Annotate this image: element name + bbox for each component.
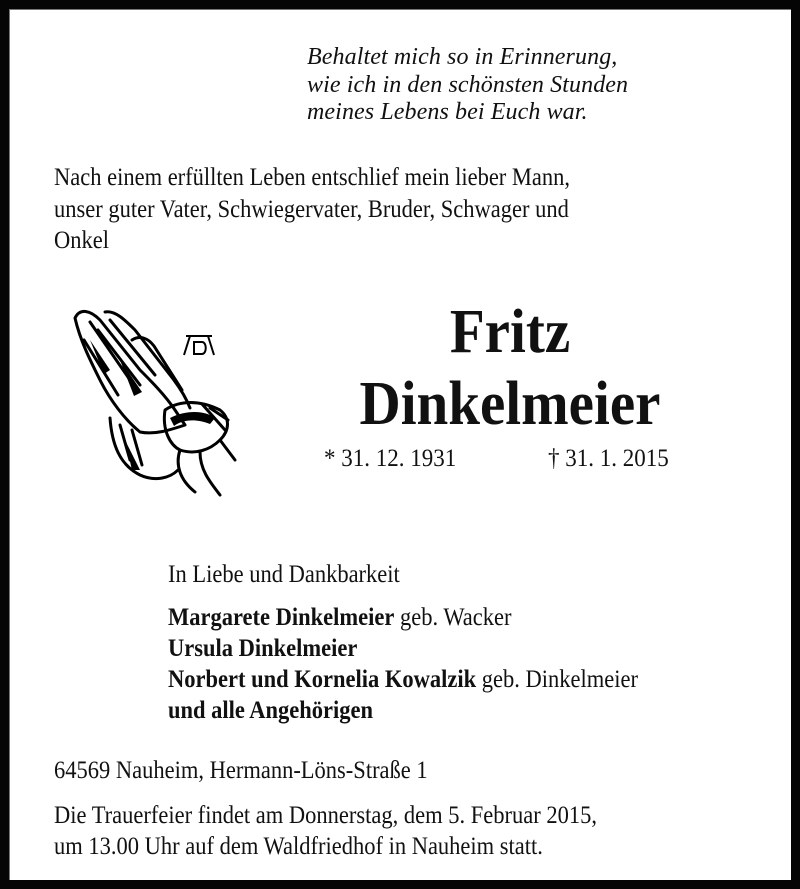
mourner-entry xyxy=(168,695,800,726)
mourner-name: Margarete Dinkelmeier xyxy=(168,604,395,631)
mourner-name: Ursula Dinkelmeier xyxy=(168,635,358,662)
intro-text xyxy=(54,162,774,257)
mourner-name: und alle Angehörigen xyxy=(168,697,374,724)
motto-quote xyxy=(307,44,628,127)
birth-date: * 31. 12. 1931 xyxy=(324,445,457,472)
family-address: 64569 Nauheim, Hermann-Löns-Straße 1 xyxy=(54,757,428,784)
death-date: † 31. 1. 2015 xyxy=(548,445,669,472)
service-line: um 13.00 Uhr auf dem Waldfriedhof in Nauheim statt. xyxy=(54,832,543,860)
praying-hands-icon xyxy=(70,300,250,510)
deceased-last-name: Dinkelmeier xyxy=(359,370,661,438)
intro-line: Onkel xyxy=(54,227,109,254)
motto-line: meines Lebens bei Euch war. xyxy=(307,99,588,125)
mourners-list xyxy=(168,559,800,726)
intro-line: unser guter Vater, Schwiegervater, Bruder, Schwager und xyxy=(54,195,569,223)
funeral-service-info xyxy=(54,801,800,862)
mourner-note: geb. Dinkelmeier xyxy=(476,666,638,693)
mourner-entry xyxy=(168,664,800,695)
deceased-first-name: Fritz xyxy=(449,298,571,366)
mourner-entry xyxy=(168,602,800,633)
mourner-name: Norbert und Kornelia Kowalzik xyxy=(168,666,477,693)
mourner-note: geb. Wacker xyxy=(394,604,512,631)
mourner-entry xyxy=(168,633,800,664)
obituary-notice xyxy=(9,9,791,880)
deceased-name xyxy=(326,296,694,440)
motto-line: Behaltet mich so in Erinnerung, xyxy=(307,44,618,70)
mourners-heading: In Liebe und Dankbarkeit xyxy=(168,561,400,588)
intro-line: Nach einem erfüllten Leben entschlief mein lieber Mann, xyxy=(54,164,571,191)
service-line: Die Trauerfeier findet am Donnerstag, dem 5. Februar 2015, xyxy=(54,802,597,829)
motto-line: wie ich in den schönsten Stunden xyxy=(307,71,629,98)
